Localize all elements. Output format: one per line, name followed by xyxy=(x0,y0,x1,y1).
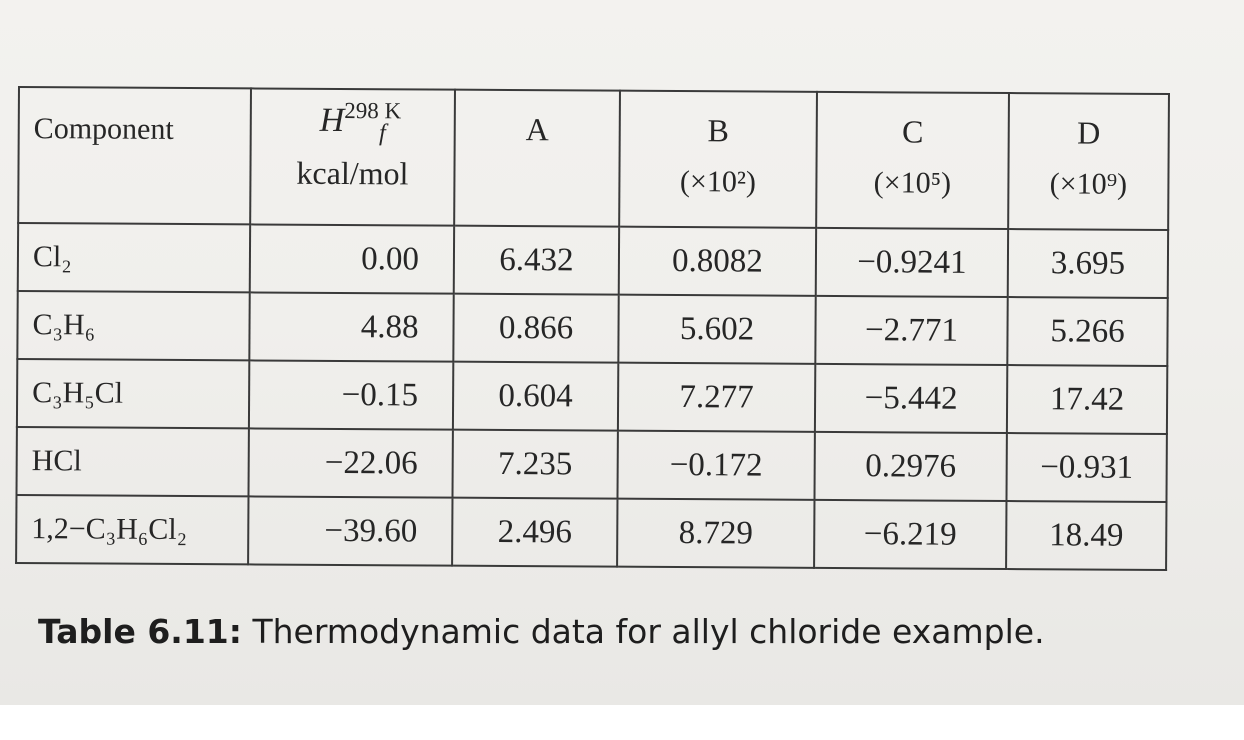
enthalpy-subscript: f xyxy=(379,120,386,147)
d-cell: −0.931 xyxy=(1006,433,1166,502)
coef-d-label: D xyxy=(1077,114,1101,151)
coef-d-scale: (×10⁹) xyxy=(1049,167,1128,201)
c-cell: −5.442 xyxy=(815,364,1007,433)
b-cell: 8.729 xyxy=(617,499,814,568)
d-cell: 3.695 xyxy=(1008,229,1168,298)
page-margin xyxy=(0,705,1244,740)
hf-cell: 0.00 xyxy=(250,224,454,293)
table-caption xyxy=(38,612,1045,651)
caption-text: Thermodynamic data for allyl chloride example. xyxy=(241,612,1045,651)
d-cell: 17.42 xyxy=(1007,365,1167,434)
component-cell: HCl xyxy=(17,427,249,496)
coef-b-label: B xyxy=(707,112,730,149)
a-cell: 6.432 xyxy=(454,226,619,295)
enthalpy-header xyxy=(250,88,455,225)
component-cell: 1,2−C₃H₆Cl₂ xyxy=(16,495,248,564)
component-header: Component xyxy=(18,87,251,224)
coef-a-header xyxy=(454,90,620,227)
component-cell: Cl₂ xyxy=(18,223,250,292)
coef-a-label: A xyxy=(525,111,549,148)
hf-cell: −39.60 xyxy=(248,496,452,565)
table-row xyxy=(17,291,1167,366)
table-row xyxy=(17,427,1167,502)
header-row xyxy=(18,87,1169,230)
coef-c-scale: (×10⁵) xyxy=(873,166,952,200)
c-cell: −2.771 xyxy=(815,296,1007,365)
hf-cell: −22.06 xyxy=(248,428,452,497)
d-cell: 5.266 xyxy=(1007,297,1167,366)
c-cell: −6.219 xyxy=(814,500,1006,569)
coef-d-header xyxy=(1008,93,1169,230)
data-table xyxy=(15,86,1170,571)
b-cell: −0.172 xyxy=(617,431,814,500)
c-cell: −0.9241 xyxy=(816,228,1008,297)
b-cell: 7.277 xyxy=(618,363,815,432)
a-cell: 0.604 xyxy=(453,362,618,431)
coef-c-header xyxy=(816,92,1009,229)
table-row xyxy=(17,359,1167,434)
enthalpy-temperature: 298 K xyxy=(344,97,402,124)
enthalpy-unit: kcal/mol xyxy=(296,154,409,192)
a-cell: 2.496 xyxy=(452,498,617,567)
b-cell: 0.8082 xyxy=(619,227,816,296)
thermodynamic-data-table xyxy=(15,86,1168,579)
component-cell: C₃H₆ xyxy=(17,291,249,360)
d-cell: 18.49 xyxy=(1006,501,1166,570)
component-cell: C₃H₅Cl xyxy=(17,359,249,428)
b-cell: 5.602 xyxy=(618,295,815,364)
coef-b-scale: (×10²) xyxy=(679,165,756,199)
coef-b-header xyxy=(619,91,817,228)
a-cell: 7.235 xyxy=(452,430,617,499)
hf-cell: −0.15 xyxy=(249,360,453,429)
c-cell: 0.2976 xyxy=(814,432,1006,501)
a-cell: 0.866 xyxy=(453,294,618,363)
table-row xyxy=(18,223,1168,298)
caption-label: Table 6.11: xyxy=(38,612,242,651)
enthalpy-symbol: H xyxy=(319,101,345,139)
hf-cell: 4.88 xyxy=(249,292,453,361)
table-row xyxy=(16,495,1166,570)
coef-c-label: C xyxy=(901,113,924,150)
